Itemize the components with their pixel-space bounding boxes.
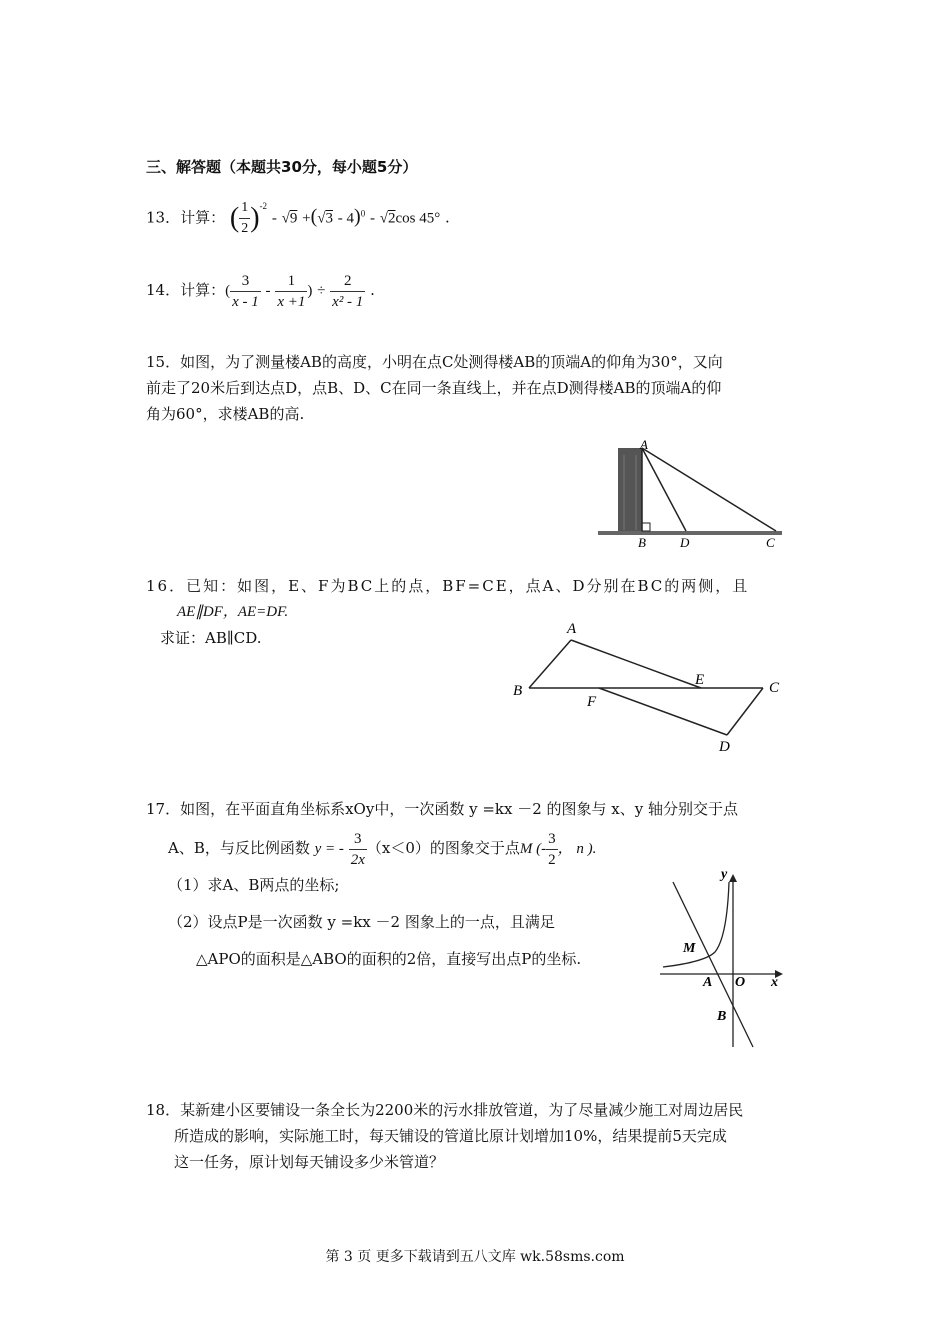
segment-AB	[529, 640, 571, 688]
question-14	[146, 268, 375, 313]
label-D: D	[719, 739, 730, 755]
q13-sqrt2: 2	[388, 210, 396, 227]
q13-paren-open: (	[310, 205, 318, 228]
q14-f1-num: 3	[230, 271, 261, 292]
q13-minus2: -	[369, 210, 375, 227]
q15-line-1: 15．如图，为了测量楼AB的高度，小明在点C处测得楼AB的顶端A的仰角为30°，又向	[146, 353, 723, 371]
line-AD	[642, 448, 686, 531]
linear-function-line	[673, 882, 753, 1047]
building	[618, 448, 642, 533]
label-y: y	[721, 867, 728, 882]
q13-frac-num: 1	[239, 198, 250, 219]
q16-line-2: AE∥DF，AE=DF.	[177, 604, 289, 620]
q14-open: (	[225, 283, 231, 299]
q13-frac-den: 2	[241, 221, 249, 236]
q17-mfrac-num: 3	[546, 829, 558, 850]
q14-f1-den: x - 1	[232, 293, 259, 310]
q17-figure	[655, 862, 790, 1052]
q17-line-1: 17．如图，在平面直角坐标系xOy中，一次函数 y =kx －2 的图象与 x、y 轴分别交于点	[146, 800, 738, 818]
label-A: A	[640, 437, 648, 452]
q17-line2-a: A、B，与反比例函数	[168, 839, 310, 857]
q17-sub-3: △APO的面积是△ABO的面积的2倍，直接写出点P的坐标.	[196, 950, 582, 968]
q17-sub-2: （2）设点P是一次函数 y =kx －2 图象上的一点，且满足	[168, 913, 555, 931]
ground	[598, 531, 782, 535]
q14-div: ÷	[317, 283, 326, 299]
label-D: D	[680, 535, 690, 550]
q14-f3-num: 2	[330, 271, 365, 292]
q18-line-2: 所造成的影响，实际施工时，每天铺设的管道比原计划增加10%，结果提前5天完成	[174, 1127, 727, 1145]
y-axis-arrow	[729, 874, 737, 882]
q13-exp-neg2: -2	[259, 200, 268, 211]
segment-AE	[571, 640, 701, 688]
question-13: 13．计算： ( $\frac{1}{2}$ )$^{-2}$ - √9 +(√3 - 4)$^0$ - √2cos 45° .	[146, 198, 450, 239]
q17-line2-y: y = -	[314, 841, 344, 857]
q16-line-1: 16．已知：如图，E、F为BC上的点，BF=CE，点A、D分别在BC的两侧，且	[146, 577, 750, 595]
q16-figure	[505, 615, 795, 760]
q13-exp0: 0	[360, 208, 366, 219]
q13-minus4: - 4	[337, 210, 355, 227]
hyperbola-curve	[663, 882, 729, 967]
q13-paren-close: )	[354, 205, 361, 228]
q15-line-2: 前走了20米后到达点D，点B、D、C在同一条直线上，并在点D测得楼AB的顶端A的仰	[146, 379, 722, 397]
label-O: O	[735, 975, 746, 990]
q17-line2-b: （x＜0）的图象交于点	[366, 839, 520, 857]
segment-CD	[727, 688, 763, 735]
q17-line2-m: M (-	[519, 841, 547, 857]
q13-number: 13．	[146, 208, 181, 227]
q13-end: .	[445, 208, 450, 227]
q14-prompt: 计算：	[180, 281, 226, 299]
q13-sqrt3: 3	[325, 210, 333, 227]
label-B: B	[717, 1009, 727, 1024]
q16-line-3: 求证：AB∥CD.	[160, 629, 262, 647]
q14-f2-den: x +1	[277, 293, 306, 310]
q17-frac-den: 2x	[350, 851, 365, 868]
q15-line-3: 角为60°，求楼AB的高.	[146, 405, 305, 423]
label-B: B	[638, 535, 646, 550]
q15-figure	[590, 435, 790, 550]
q13-plus: +	[302, 210, 311, 227]
label-M: M	[683, 941, 696, 956]
q14-f3-den: x² - 1	[332, 293, 364, 310]
label-F: F	[587, 694, 597, 710]
q14-close: )	[307, 283, 313, 299]
section-title: 三、解答题（本题共30分，每小题5分）	[146, 158, 418, 176]
label-A: A	[703, 975, 713, 990]
label-C: C	[769, 680, 780, 696]
q17-line2-c: ， n ).	[557, 841, 597, 857]
q17-line-2	[168, 828, 596, 870]
label-x: x	[771, 975, 778, 990]
q13-cos: cos 45°	[395, 210, 441, 227]
q13-prompt: 计算：	[180, 208, 226, 227]
q17-mfrac-den: 2	[548, 851, 556, 868]
q18-line-3: 这一任务，原计划每天铺设多少米管道？	[174, 1153, 445, 1171]
label-C: C	[766, 535, 775, 550]
q14-minus: -	[265, 283, 271, 299]
page-footer: 第 3 页 更多下载请到五八文库 wk.58sms.com	[325, 1249, 625, 1265]
q13-minus1: -	[271, 210, 277, 227]
q14-number: 14．	[146, 281, 181, 299]
label-A: A	[567, 621, 577, 637]
segment-FD	[599, 688, 727, 735]
q14-f2-num: 1	[275, 271, 307, 292]
right-angle-mark	[642, 523, 650, 531]
line-AC	[642, 448, 776, 531]
q13-sqrt9: 9	[289, 210, 298, 227]
q14-end: .	[370, 281, 375, 299]
q17-sub-1: （1）求A、B两点的坐标;	[168, 876, 340, 894]
q17-frac-num: 3	[349, 829, 367, 850]
label-E: E	[695, 672, 705, 688]
q18-line-1: 18．某新建小区要铺设一条全长为2200米的污水排放管道，为了尽量减少施工对周边居民	[146, 1101, 744, 1119]
label-B: B	[513, 683, 523, 699]
